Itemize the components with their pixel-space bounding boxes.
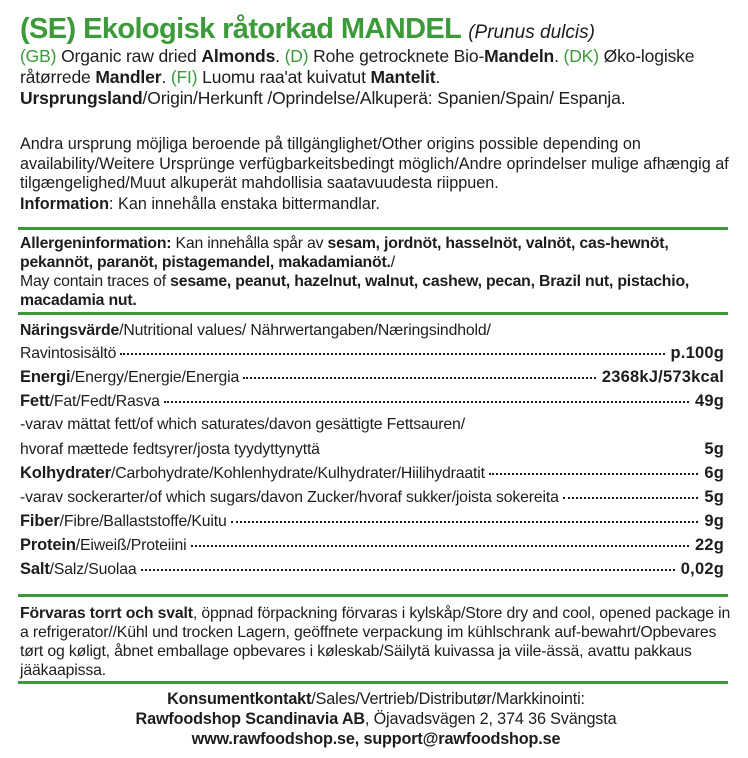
dk-bold: Mandler <box>95 67 162 87</box>
nutrition-row-fat: Fett/Fat/Fedt/Rasva 49g <box>20 392 724 410</box>
allergen-en-items: sesame, peanut, hazelnut, walnut, cashew, pecan, Brazil nut, pistachio, macadamia nut. <box>20 273 690 309</box>
contact-separator: , <box>354 730 360 748</box>
allergen-sv-items: sesam, jordnöt, hasselnöt, valnöt, cas-hewnöt, pekannöt, paranöt, pistagemandel, makadamianöt. <box>20 235 669 271</box>
fi-text: Luomu raa'at kuivatut <box>202 67 366 87</box>
company-address: , Öjavadsvägen 2, 374 36 Svängsta <box>364 710 617 728</box>
translated-names: (GB) Organic raw dried Almonds. (D) Rohe getrocknete Bio-Mandeln. (DK) Øko-logiske råtørrede Mandler. (FI) Luomu raa'at kuivatut Mantelit. Ursprungsland/Origin/Herkunft /Oprindelse/Alkuperä: Spanien/Spain/ Espanja. <box>20 46 695 108</box>
de-bold: Mandeln <box>484 46 555 66</box>
allergen-label: Allergeninformation: <box>20 235 172 252</box>
origin-text: /Origin/Herkunft /Oprindelse/Alkuperä: Spanien/Spain/ Espanja. <box>142 88 626 108</box>
company-name: Rawfoodshop Scandinavia AB <box>135 710 365 728</box>
per-label: Ravintosisältö <box>20 345 117 362</box>
contact-label-rest: /Sales/Vertrieb/Distributør/Markkinointi: <box>311 690 585 708</box>
lang-code-se: (SE) <box>20 13 76 45</box>
information <box>20 195 732 215</box>
origin-note: Andra ursprung möjliga beroende på tillgänglighet/Other origins possible depending on availability/Weitere Ursprünge verfügbarkeitsbedingt möglich/Andre oprindelser mulige afhængig af tilgængelighed/Muut alkuperät mahdollisia saatavuudesta riippuen. <box>20 135 729 192</box>
divider-3 <box>18 594 728 597</box>
nutrition-row-sugars: -varav sockerarter/of which sugars/davon Zucker/hvoraf sukker/joista sokereita 5g <box>20 488 724 506</box>
nutrition-header-rest: /Nutritional values/ Nährwertangaben/Næringsindhold/ <box>119 322 491 339</box>
nutrition-header-bold: Näringsvärde <box>20 322 120 339</box>
information-label: Information <box>20 195 110 213</box>
origin-label: Ursprungsland <box>20 88 143 108</box>
lang-code-dk: (DK) <box>563 46 599 66</box>
divider-4 <box>18 681 728 684</box>
fi-bold: Mantelit <box>370 67 436 87</box>
email-link[interactable]: support@rawfoodshop.se <box>363 730 561 748</box>
storage-label: Förvaras torrt och svalt <box>20 605 193 622</box>
nutrition-row-saturates-2: hvoraf mættede fedtsyrer/josta tyydyttynyttä 5g <box>20 440 724 458</box>
contact-label: Konsumentkontakt <box>167 690 312 708</box>
information-text: : Kan innehålla enstaka bittermandlar. <box>109 195 380 213</box>
gb-text: Organic raw dried <box>61 46 197 66</box>
nutrition-row-fibre: Fiber/Fibre/Ballaststoffe/Kuitu 9g <box>20 512 724 530</box>
lang-code-fi: (FI) <box>170 67 198 87</box>
de-text: Rohe getrocknete Bio- <box>313 46 485 66</box>
latin-name: (Prunus dulcis) <box>468 22 595 43</box>
nutrition-per-row <box>20 344 724 366</box>
storage-text: , öppnad förpackning förvaras i kylskåp/Store dry and cool, opened package in a refrigerator//Kühl und trocken Lagern, geöffnete verpackung im kühlschrank auf-bewahrt/Opbevares tørt og køligt, åbnet emballage opbevares i køleskab/Säilytä kuivassa ja viile-ässä, avattu pakkaus jääkaapissa. <box>20 605 731 679</box>
divider-1 <box>18 227 728 230</box>
nutrition-row-carbohydrate: Kolhydrater/Carbohydrate/Kohlenhydrate/Kulhydrater/Hiilihydraatit 6g <box>20 464 724 482</box>
storage-info <box>20 604 732 680</box>
allergen-sv-intro: Kan innehålla spår av <box>175 235 324 252</box>
product-name: Ekologisk råtorkad MANDEL <box>83 13 461 45</box>
consumer-contact <box>20 689 732 749</box>
lang-code-gb: (GB) <box>20 46 57 66</box>
product-title <box>20 12 740 50</box>
allergen-en-intro: May contain traces of <box>20 273 166 290</box>
nutrition-row-energy: Energi/Energy/Energie/Energia 2368kJ/573kcal <box>20 368 724 386</box>
nutrition-row-saturates-1: -varav mättat fett/of which saturates/davon gesättigte Fettsauren/ <box>20 416 465 433</box>
website-link[interactable]: www.rawfoodshop.se <box>191 730 355 748</box>
allergen-sv-end: / <box>390 254 395 271</box>
nutrition-row-salt: Salt/Salz/Suolaa 0,02g <box>20 560 724 578</box>
per-value: p.100g <box>670 344 724 362</box>
nutrition-header <box>20 320 732 342</box>
lang-code-de: (D) <box>284 46 309 66</box>
allergen-info <box>20 234 732 310</box>
divider-2 <box>18 312 728 315</box>
nutrition-row-protein: Protein/Eiweiß/Proteiini 22g <box>20 536 724 554</box>
gb-bold: Almonds <box>201 46 276 66</box>
dk-text: Øko-logiske råtørrede <box>20 46 695 87</box>
